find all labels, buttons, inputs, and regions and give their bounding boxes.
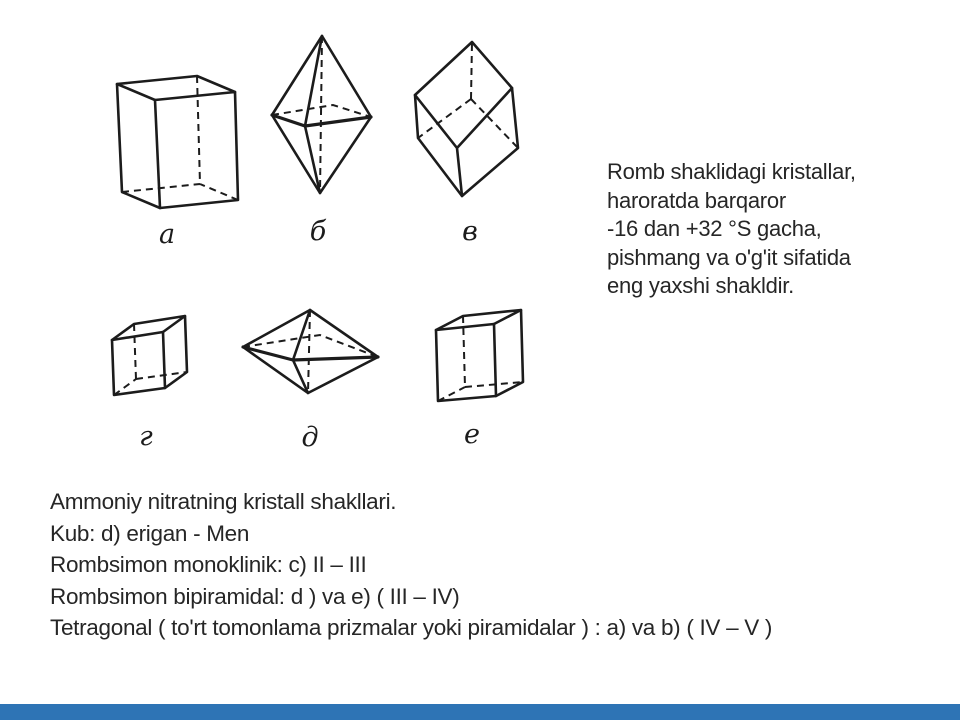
crystal-b-bipyramid [272, 36, 371, 193]
figure-label-v: в [462, 216, 478, 247]
figure-label-g: г [139, 421, 153, 452]
figure-label-e: е [464, 419, 480, 450]
figure-label-b: б [309, 216, 327, 247]
slide-footer-bar [0, 704, 960, 720]
caption-line: Rombsimon monoklinik: c) II – III [50, 552, 367, 577]
crystal-v-rhombohedron [415, 42, 518, 196]
crystal-forms-figure [85, 15, 535, 460]
crystal-g-cube [112, 316, 187, 395]
caption-line: Ammoniy nitratning kristall shakllari. [50, 489, 397, 514]
right-annotation-block [607, 158, 937, 301]
caption-line: Kub: d) erigan - Men [50, 520, 250, 546]
figure-label-d: д [301, 422, 319, 453]
caption-line: Tetragonal ( to'rt tomonlama prizmalar yoki piramidalar ) : a) va b) ( IV – V ) [50, 615, 773, 640]
annotation-line: haroratda barqaror [607, 187, 786, 213]
annotation-line: -16 dan +32 °S gacha, [607, 216, 822, 241]
caption-line: Rombsimon bipiramidal: d ) va e) ( III – IV) [50, 583, 460, 609]
annotation-line: eng yaxshi shakldir. [607, 273, 794, 298]
crystal-e-prism [436, 310, 523, 401]
annotation-line: Romb shaklidagi kristallar, [607, 159, 856, 184]
figure-label-a: а [158, 219, 176, 250]
annotation-line: pishmang va o'g'it sifatida [607, 244, 851, 270]
crystal-d-flat-bipyramid [243, 310, 378, 393]
caption-block [50, 486, 940, 644]
crystal-a-tetragonal-prism [117, 76, 238, 208]
